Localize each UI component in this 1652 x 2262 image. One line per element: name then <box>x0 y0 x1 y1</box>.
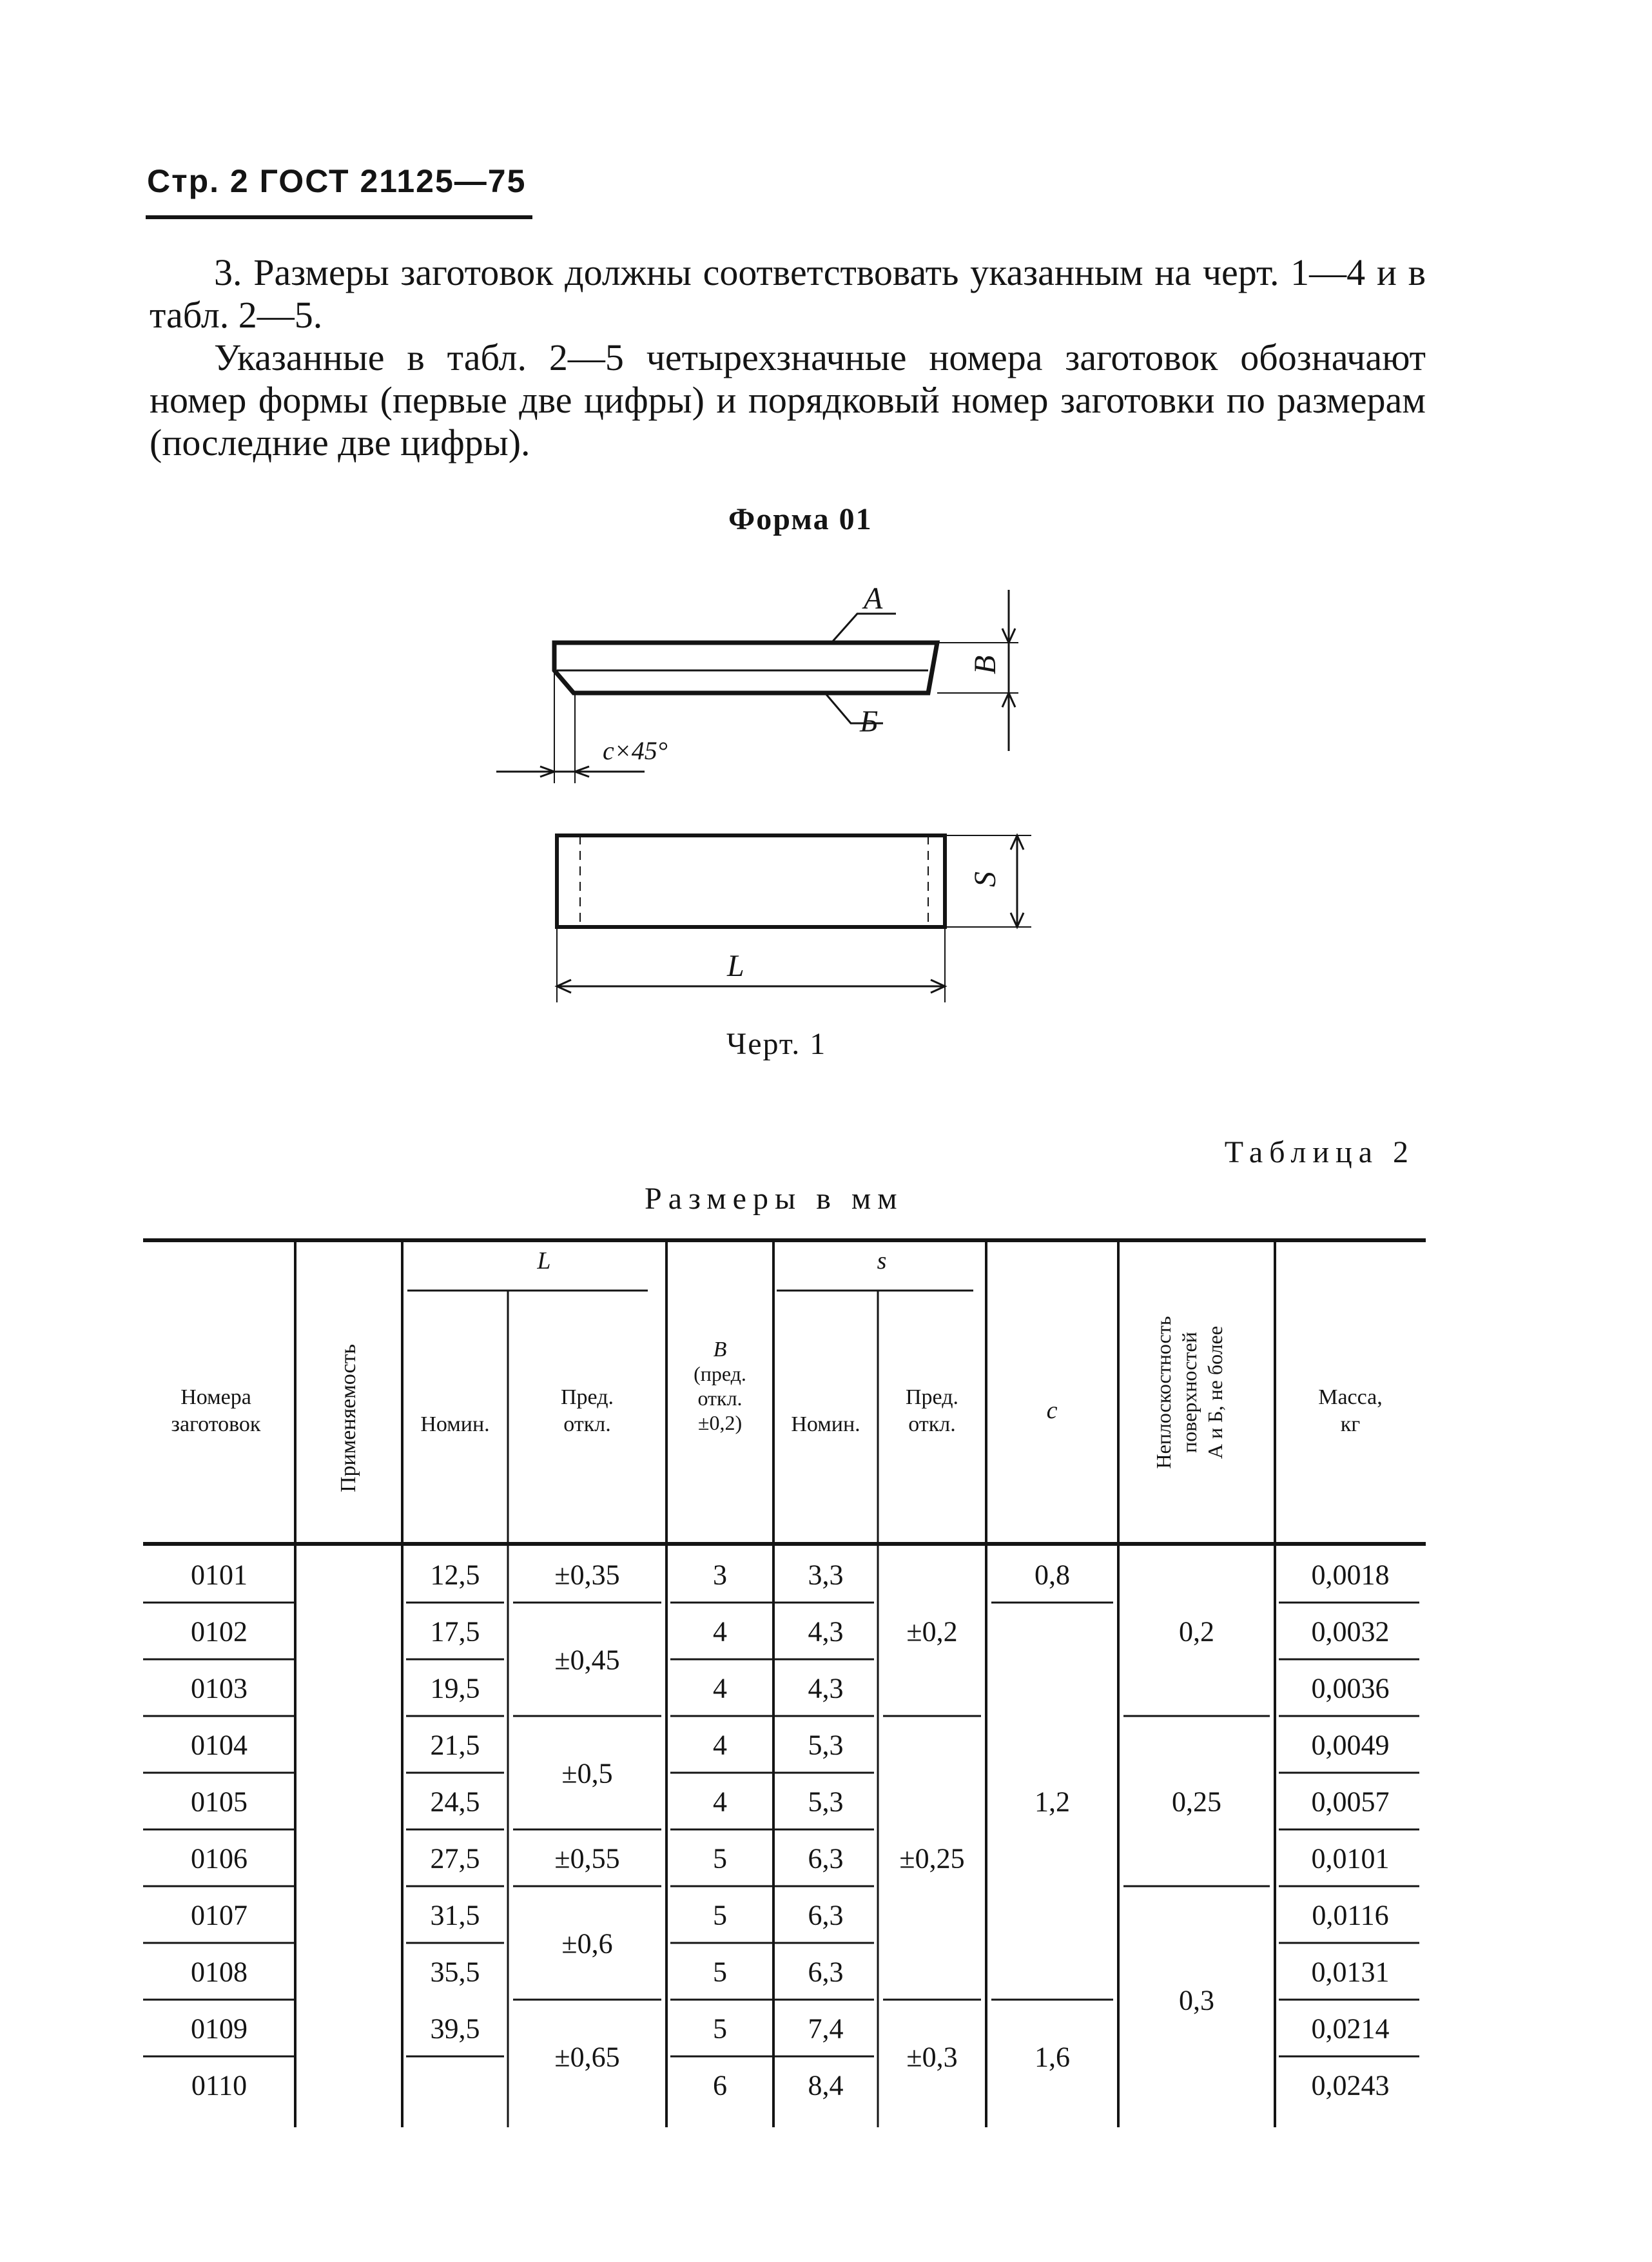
cell-mass: 0,0243 <box>1311 2069 1390 2101</box>
cell-L-nominal: 27,5 <box>430 1842 480 1875</box>
cell-s-nominal: 6,3 <box>808 1842 844 1875</box>
figure-caption: Черт. 1 <box>726 1027 827 1061</box>
header-B-line2: (пред. <box>694 1362 746 1385</box>
cell-number: 0107 <box>191 1899 248 1931</box>
cell-B: 5 <box>713 1899 727 1931</box>
header-s-dev-line2: откл. <box>908 1412 956 1436</box>
header-number-line1: Номера <box>180 1385 251 1409</box>
cell-s-deviation: ±0,2 <box>906 1615 958 1648</box>
cell-s-nominal: 6,3 <box>808 1956 844 1988</box>
cell-L-nominal: 17,5 <box>430 1615 480 1648</box>
cell-L-deviation: ±0,35 <box>554 1559 620 1591</box>
header-number-line2: заготовок <box>171 1412 261 1436</box>
header-mass-line1: Масса, <box>1318 1385 1383 1409</box>
cell-s-nominal: 5,3 <box>808 1729 844 1761</box>
cell-L-deviation: ±0,5 <box>561 1757 613 1789</box>
cell-L-nominal: 21,5 <box>430 1729 480 1761</box>
cell-L-deviation: ±0,6 <box>561 1927 613 1960</box>
header-s: s <box>877 1247 887 1274</box>
cell-B: 5 <box>713 1842 727 1875</box>
cell-L-deviation: ±0,45 <box>554 1644 620 1676</box>
header-s-nom: Номин. <box>791 1412 860 1436</box>
cell-c: 1,2 <box>1035 1786 1070 1818</box>
cell-flatness: 0,3 <box>1179 1984 1214 2016</box>
cell-s-nominal: 3,3 <box>808 1559 844 1591</box>
cell-s-nominal: 8,4 <box>808 2069 844 2101</box>
cell-B: 4 <box>713 1615 727 1648</box>
cell-L-deviation: ±0,65 <box>554 2041 620 2073</box>
cell-number: 0101 <box>191 1559 248 1591</box>
cell-c: 0,8 <box>1035 1559 1070 1591</box>
cell-s-deviation: ±0,3 <box>906 2041 958 2073</box>
header-s-dev-line1: Пред. <box>906 1385 958 1409</box>
cell-mass: 0,0101 <box>1311 1842 1390 1875</box>
cell-number: 0109 <box>191 2013 248 2045</box>
paragraph-numbering: Указанные в табл. 2—5 четырехзначные номера заготовок обозначают номер формы (первые две цифры) и порядковый номер заготовки по размерам (последние две цифры). <box>150 336 1426 463</box>
cell-mass: 0,0036 <box>1311 1672 1390 1704</box>
paragraph-3: 3. Размеры заготовок должны соответствовать указанным на черт. 1—4 и в табл. 2—5. <box>150 251 1426 336</box>
cell-mass: 0,0018 <box>1311 1559 1390 1591</box>
cell-mass: 0,0049 <box>1311 1729 1390 1761</box>
label-chamfer: c×45° <box>603 736 668 765</box>
cell-L-nominal: 24,5 <box>430 1786 480 1818</box>
label-length: L <box>727 949 744 983</box>
cell-number: 0110 <box>191 2069 248 2101</box>
cell-L-nominal: 19,5 <box>430 1672 480 1704</box>
cell-number: 0103 <box>191 1672 248 1704</box>
label-a: А <box>864 581 883 616</box>
page-header: Стр. 2 ГОСТ 21125—75 <box>147 163 527 199</box>
cell-s-nominal: 6,3 <box>808 1899 844 1931</box>
header-mass-line2: кг <box>1340 1412 1361 1436</box>
header-flatness-line1: Неплоскостность <box>1152 1316 1175 1469</box>
cell-L-nominal: 35,5 <box>430 1956 480 1988</box>
header-c: c <box>1046 1397 1058 1424</box>
header-L-nom: Номин. <box>420 1412 490 1436</box>
cell-number: 0106 <box>191 1842 248 1875</box>
cell-s-nominal: 4,3 <box>808 1672 844 1704</box>
cell-B: 6 <box>713 2069 727 2101</box>
cell-c: 1,6 <box>1035 2041 1070 2073</box>
cell-s-nominal: 5,3 <box>808 1786 844 1818</box>
cell-L-deviation: ±0,55 <box>554 1842 620 1875</box>
cell-B: 4 <box>713 1786 727 1818</box>
cell-flatness: 0,2 <box>1179 1615 1214 1648</box>
label-b: Б <box>860 705 879 739</box>
header-L-dev-line2: откл. <box>563 1412 611 1436</box>
header-flatness-line3: А и Б, не более <box>1203 1325 1227 1459</box>
header-B-line3: откл. <box>697 1387 743 1410</box>
cell-s-deviation: ±0,25 <box>899 1842 965 1875</box>
cell-number: 0102 <box>191 1615 248 1648</box>
cell-B: 3 <box>713 1559 727 1591</box>
header-L-dev-line1: Пред. <box>561 1385 614 1409</box>
label-height: B <box>968 655 1002 674</box>
figure-title: Форма 01 <box>728 502 873 536</box>
header-flatness-line2: поверхностей <box>1178 1332 1201 1453</box>
cell-mass: 0,0116 <box>1312 1899 1389 1931</box>
header-L: L <box>537 1247 551 1274</box>
cell-B: 5 <box>713 1956 727 1988</box>
table-units: Размеры в мм <box>645 1182 904 1216</box>
header-applicability: Применяемость <box>336 1343 360 1493</box>
header-B-line4: ±0,2) <box>697 1411 743 1434</box>
cell-number: 0108 <box>191 1956 248 1988</box>
cell-mass: 0,0131 <box>1311 1956 1390 1988</box>
cell-flatness: 0,25 <box>1172 1786 1221 1818</box>
cell-s-nominal: 7,4 <box>808 2013 844 2045</box>
cell-mass: 0,0214 <box>1311 2013 1390 2045</box>
cell-mass: 0,0057 <box>1311 1786 1390 1818</box>
label-thickness: S <box>968 872 1002 887</box>
cell-L-nominal: 12,5 <box>430 1559 480 1591</box>
cell-B: 4 <box>713 1729 727 1761</box>
cell-number: 0104 <box>191 1729 248 1761</box>
table-label: Таблица 2 <box>1224 1135 1415 1169</box>
cell-s-nominal: 4,3 <box>808 1615 844 1648</box>
cell-L-nominal: 31,5 <box>430 1899 480 1931</box>
header-B-line1: B <box>713 1338 727 1361</box>
cell-L-nominal: 39,5 <box>430 2013 480 2045</box>
cell-mass: 0,0032 <box>1311 1615 1390 1648</box>
cell-B: 4 <box>713 1672 727 1704</box>
cell-B: 5 <box>713 2013 727 2045</box>
cell-number: 0105 <box>191 1786 248 1818</box>
